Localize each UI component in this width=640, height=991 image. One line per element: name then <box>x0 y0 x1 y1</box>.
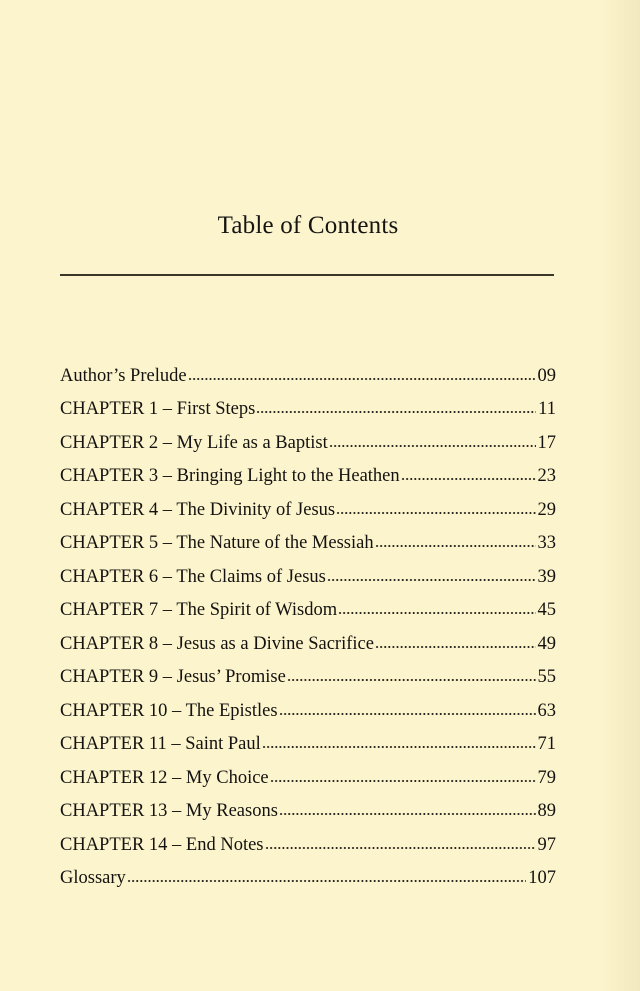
toc-entry-label: CHAPTER 8 – Jesus as a Divine Sacrifice <box>60 633 374 654</box>
toc-entry-page-number: 49 <box>537 633 556 654</box>
dot-leader <box>256 411 536 413</box>
toc-entry-chapter-14[interactable] <box>60 833 556 866</box>
toc-entry-page-number: 71 <box>537 734 556 755</box>
toc-entry-label: CHAPTER 6 – The Claims of Jesus <box>60 566 326 587</box>
toc-entry-label: CHAPTER 1 – First Steps <box>60 399 256 420</box>
toc-entry-label: Glossary <box>60 868 126 889</box>
toc-entry-chapter-13[interactable] <box>60 799 556 832</box>
toc-entry-label: CHAPTER 12 – My Choice <box>60 767 269 788</box>
toc-entry-chapter-4[interactable] <box>60 498 556 531</box>
toc-entry-glossary[interactable] <box>60 866 556 899</box>
toc-entry-page-number: 63 <box>537 700 556 721</box>
dot-leader <box>287 679 536 681</box>
dot-leader <box>375 545 536 547</box>
toc-entry-label: CHAPTER 7 – The Spirit of Wisdom <box>60 600 338 621</box>
toc-entry-page-number: 55 <box>537 667 556 688</box>
toc-entry-chapter-2[interactable] <box>60 431 556 464</box>
toc-entry-page-number: 89 <box>537 801 556 822</box>
toc-entry-chapter-12[interactable] <box>60 766 556 799</box>
table-of-contents <box>60 364 556 900</box>
toc-entry-label: CHAPTER 9 – Jesus’ Promise <box>60 667 286 688</box>
toc-entry-page-number: 23 <box>537 466 556 487</box>
dot-leader <box>338 612 535 614</box>
toc-entry-page-number: 17 <box>537 432 556 453</box>
toc-entry-page-number: 79 <box>537 767 556 788</box>
dot-leader <box>375 646 536 648</box>
toc-entry-label: CHAPTER 10 – The Epistles <box>60 700 278 721</box>
toc-entry-chapter-1[interactable] <box>60 397 556 430</box>
toc-entry-chapter-9[interactable] <box>60 665 556 698</box>
dot-leader <box>188 378 536 380</box>
toc-entry-chapter-6[interactable] <box>60 565 556 598</box>
dot-leader <box>279 813 536 815</box>
toc-entry-authors-prelude[interactable] <box>60 364 556 397</box>
toc-entry-label: CHAPTER 13 – My Reasons <box>60 801 278 822</box>
dot-leader <box>265 847 536 849</box>
toc-entry-chapter-10[interactable] <box>60 699 556 732</box>
toc-entry-page-number: 09 <box>537 366 556 386</box>
page-title: Table of Contents <box>217 212 399 239</box>
dot-leader <box>279 713 536 715</box>
dot-leader <box>327 579 536 581</box>
toc-entry-label: CHAPTER 3 – Bringing Light to the Heathen <box>60 466 400 487</box>
dot-leader <box>270 780 536 782</box>
toc-entry-page-number: 107 <box>528 868 556 889</box>
toc-entry-label: CHAPTER 5 – The Nature of the Messiah <box>60 533 374 554</box>
toc-entry-page-number: 39 <box>537 566 556 587</box>
toc-entry-label: CHAPTER 4 – The Divinity of Jesus <box>60 499 336 520</box>
dot-leader <box>401 478 536 480</box>
toc-entry-chapter-5[interactable] <box>60 531 556 564</box>
toc-entry-page-number: 29 <box>537 499 556 520</box>
title-divider-rule <box>60 274 554 276</box>
toc-entry-label: CHAPTER 2 – My Life as a Baptist <box>60 432 328 453</box>
dot-leader <box>127 880 526 882</box>
toc-entry-chapter-7[interactable] <box>60 598 556 631</box>
dot-leader <box>262 746 536 748</box>
toc-entry-page-number: 33 <box>537 533 556 554</box>
toc-entry-page-number: 45 <box>537 600 556 621</box>
toc-entry-chapter-11[interactable] <box>60 732 556 765</box>
toc-entry-label: CHAPTER 11 – Saint Paul <box>60 734 261 755</box>
dot-leader <box>336 512 535 514</box>
toc-entry-label: CHAPTER 14 – End Notes <box>60 834 264 855</box>
dot-leader <box>329 445 536 447</box>
toc-entry-label: Author’s Prelude <box>60 366 187 386</box>
toc-entry-page-number: 97 <box>537 834 556 855</box>
toc-entry-chapter-8[interactable] <box>60 632 556 665</box>
toc-entry-page-number: 11 <box>538 399 556 420</box>
toc-entry-chapter-3[interactable] <box>60 464 556 497</box>
